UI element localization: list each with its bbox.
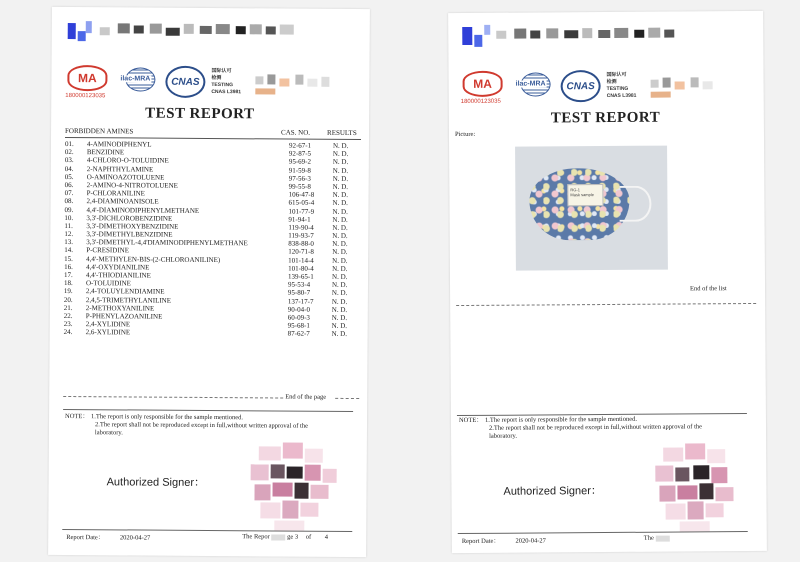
- report-page-left: [48, 7, 370, 557]
- redacted-header-right: [460, 17, 710, 61]
- result-value: N. D.: [331, 313, 348, 322]
- result-value: N. D.: [332, 158, 349, 167]
- row-number: 24.: [63, 328, 73, 337]
- page-number-left: The Repor ge 3 of 4: [242, 533, 329, 541]
- cas-number: 99-55-8: [288, 182, 311, 191]
- result-value: N. D.: [332, 223, 348, 232]
- cma-number: 180000123035: [460, 98, 501, 106]
- cas-number: 101-80-4: [288, 264, 314, 273]
- end-of-page-text: End of the page: [285, 393, 327, 401]
- report-title: TEST REPORT: [550, 109, 661, 127]
- result-value: N. D.: [332, 248, 348, 257]
- amine-name: 4-CHLORO-O-TOLUIDINE: [86, 156, 169, 166]
- ilac-mra-logo: ilac-MRA: [513, 72, 557, 102]
- result-value: N. D.: [332, 141, 349, 150]
- cas-number: 92-87-5: [288, 149, 312, 158]
- row-number: 11.: [64, 221, 73, 230]
- cas-number: 838-88-0: [288, 239, 314, 248]
- end-divider: [63, 396, 283, 399]
- cma-logo: MA 180000123035: [461, 71, 505, 105]
- result-value: N. D.: [332, 264, 348, 273]
- result-value: N. D.: [331, 330, 348, 339]
- report-date-label: Report Date：: [66, 534, 105, 542]
- row-number: 06.: [64, 180, 74, 189]
- row-number: 02.: [64, 148, 74, 157]
- note-2: 2.The report shall not be reproduced except in full,without written approval of the laboratory.: [94, 421, 309, 437]
- result-value: N. D.: [331, 297, 348, 306]
- row-number: 08.: [64, 197, 74, 206]
- cas-number: 95-53-4: [287, 280, 311, 289]
- result-value: N. D.: [331, 289, 348, 298]
- result-value: N. D.: [332, 272, 348, 281]
- page-number-right: The: [644, 535, 670, 542]
- amine-name: 3,3'-DIMETHYL-4,4'DIAMINODIPHENYLMETHANE: [86, 238, 248, 248]
- cnas-logo: CNAS: [165, 66, 211, 98]
- notes: [459, 415, 749, 441]
- amine-name: 3,3'-DICHLOROBENZIDINE: [86, 213, 173, 223]
- cma-logo: MA 180000123035: [65, 65, 109, 99]
- amine-name: P-PHENYLAZOANILINE: [85, 312, 163, 321]
- accreditation-logos-right: [461, 69, 761, 111]
- cas-number: 97-56-3: [288, 174, 311, 183]
- amine-name: 2,4,5-TRIMETHYLANILINE: [85, 295, 172, 305]
- note-1: 1.The report is only responsible for the sample mentioned.: [91, 413, 244, 422]
- report-date-label: Report Date：: [461, 537, 500, 546]
- amine-name: 2-METHOXYANILINE: [85, 303, 155, 313]
- header-cas-no: CAS. NO.: [281, 128, 311, 137]
- row-number: 01.: [64, 139, 74, 149]
- result-value: N. D.: [332, 174, 349, 183]
- cas-number: 87-62-7: [287, 329, 310, 339]
- amines-table: [64, 140, 361, 339]
- cas-number: 120-71-8: [288, 247, 314, 257]
- cas-number: 119-90-4: [288, 223, 314, 232]
- row-number: 07.: [64, 189, 74, 198]
- end-of-list-text: End of the list: [690, 285, 727, 293]
- cas-number: 139-65-1: [288, 272, 314, 281]
- cas-number: 91-94-1: [288, 215, 311, 224]
- cas-number: 137-17-7: [287, 297, 314, 306]
- cas-number: 106-47-8: [288, 190, 315, 199]
- row-number: 17.: [64, 270, 73, 280]
- result-value: N. D.: [332, 182, 349, 191]
- cnas-text: 国际认可 检测 TESTING CNAS L3981: [211, 68, 242, 96]
- row-number: 13.: [64, 238, 74, 247]
- amine-name: 4,4'-THIODIANILINE: [86, 271, 151, 280]
- cnas-logo: CNAS: [561, 70, 607, 102]
- result-value: N. D.: [332, 231, 348, 241]
- note-label: NOTE：: [65, 412, 89, 421]
- header-forbidden-amines: FORBIDDEN AMINES: [65, 126, 134, 136]
- report-date-value: 2020-04-27: [119, 534, 151, 542]
- amine-name: O-AMINOAZOTOLUENE: [86, 172, 165, 182]
- row-number: 03.: [64, 156, 74, 165]
- amine-name: 2-AMINO-4-NITROTOLUENE: [86, 181, 178, 190]
- picture-label: Picture:: [454, 130, 476, 139]
- mask-photo: [515, 146, 668, 271]
- row-number: 04.: [64, 164, 74, 173]
- cas-number: 95-68-1: [287, 321, 310, 330]
- row-number: 22.: [63, 311, 73, 320]
- end-divider: [456, 303, 756, 306]
- report-date-value: 2020-04-27: [515, 537, 546, 545]
- amine-name: O-TOLUIDINE: [85, 279, 131, 288]
- amine-name: 2,6-XYLIDINE: [85, 328, 131, 337]
- mask-strap: [619, 186, 651, 222]
- note-label: NOTE：: [458, 416, 483, 425]
- amine-name: 4,4'-DIAMINODIPHENYLMETHANE: [86, 205, 200, 215]
- note-1: 1.The report is only responsible for the sample mentioned.: [484, 415, 637, 424]
- row-number: 12.: [64, 230, 74, 239]
- cnas-text: 国际认可 检测 TESTING CNAS L3981: [606, 71, 637, 100]
- row-number: 23.: [63, 320, 73, 329]
- row-number: 09.: [64, 205, 74, 214]
- blurred-signature-stamp: [244, 438, 341, 535]
- note-2: 2.The report shall not be reproduced except in full,without written approval of the laboratory.: [488, 423, 703, 440]
- end-divider-right: [335, 398, 359, 399]
- amine-name: 3,3'-DIMETHOXYBENZIDINE: [86, 222, 179, 231]
- report-date: [462, 535, 546, 545]
- table-row: [64, 328, 360, 338]
- row-number: 05.: [64, 172, 74, 181]
- redacted-logo-area-right: [651, 73, 751, 102]
- cas-number: 60-09-3: [287, 313, 310, 322]
- redacted-header-left: [66, 13, 316, 57]
- authorized-signer-label: Authorized Signer：: [106, 476, 206, 489]
- result-value: N. D.: [331, 281, 348, 290]
- result-value: N. D.: [332, 215, 348, 224]
- cas-number: 119-93-7: [288, 231, 314, 240]
- result-value: N. D.: [331, 321, 348, 331]
- amine-name: 2,4-TOLUYLENDIAMINE: [85, 287, 165, 297]
- row-number: 20.: [63, 295, 73, 304]
- result-value: N. D.: [332, 190, 349, 200]
- note-top-line: [63, 409, 353, 412]
- cas-number: 92-67-1: [288, 141, 312, 150]
- amine-name: 2-NAPHTHYLAMINE: [86, 164, 154, 174]
- amines-table-header: [65, 127, 361, 140]
- cas-number: 101-77-9: [288, 207, 315, 216]
- row-number: 18.: [63, 279, 73, 288]
- result-value: N. D.: [331, 305, 348, 314]
- amine-name: 4,4'-METHYLEN-BIS-(2-CHLOROANILINE): [86, 254, 221, 264]
- amine-name: P-CHLORANILINE: [86, 189, 145, 198]
- amine-name: 4-AMINODIPHENYL: [86, 140, 152, 149]
- ilac-mra-logo: ilac-MRA: [117, 67, 161, 97]
- report-title: TEST REPORT: [145, 105, 255, 123]
- result-value: N. D.: [332, 150, 349, 159]
- row-number: 21.: [63, 303, 73, 312]
- redacted-logo-area-left: [255, 70, 355, 99]
- report-date: [66, 532, 150, 542]
- cas-number: 615-05-4: [288, 198, 315, 208]
- row-number: 10.: [64, 213, 74, 222]
- report-page-right: [448, 11, 767, 553]
- amine-name: BENZIDINE: [86, 148, 125, 157]
- cas-number: 90-04-0: [287, 305, 311, 314]
- cas-number: 91-59-8: [288, 166, 311, 175]
- amine-name: 2,4-XYLIDINE: [85, 320, 131, 329]
- row-number: 15.: [64, 254, 73, 263]
- blurred-signature-stamp: [649, 441, 746, 538]
- cma-number: 180000123035: [65, 92, 106, 100]
- cas-number: 95-80-7: [287, 288, 311, 298]
- result-value: N. D.: [332, 199, 348, 208]
- amine-name: P-CRESIDINE: [86, 246, 130, 255]
- amine-name: 2,4-DIAMINOANISOLE: [86, 197, 159, 206]
- cas-number: 101-14-4: [288, 256, 314, 265]
- result-value: N. D.: [332, 166, 349, 175]
- accreditation-logos: [65, 65, 365, 107]
- cas-number: 95-69-2: [288, 157, 312, 167]
- sample-tag: RG-1 Mask sample: [567, 184, 603, 206]
- result-value: N. D.: [332, 240, 348, 249]
- amine-name: 3,3'-DIMETHYLBENZIDINE: [86, 230, 173, 239]
- result-value: N. D.: [332, 256, 348, 265]
- row-number: 16.: [64, 262, 73, 271]
- row-number: 14.: [64, 246, 73, 255]
- authorized-signer-label: Authorized Signer：: [503, 485, 602, 498]
- row-number: 19.: [63, 287, 73, 296]
- notes: [65, 413, 355, 439]
- result-value: N. D.: [332, 207, 348, 216]
- amine-name: 4,4'-OXYDIANILINE: [86, 262, 150, 272]
- header-results: RESULTS: [327, 128, 357, 138]
